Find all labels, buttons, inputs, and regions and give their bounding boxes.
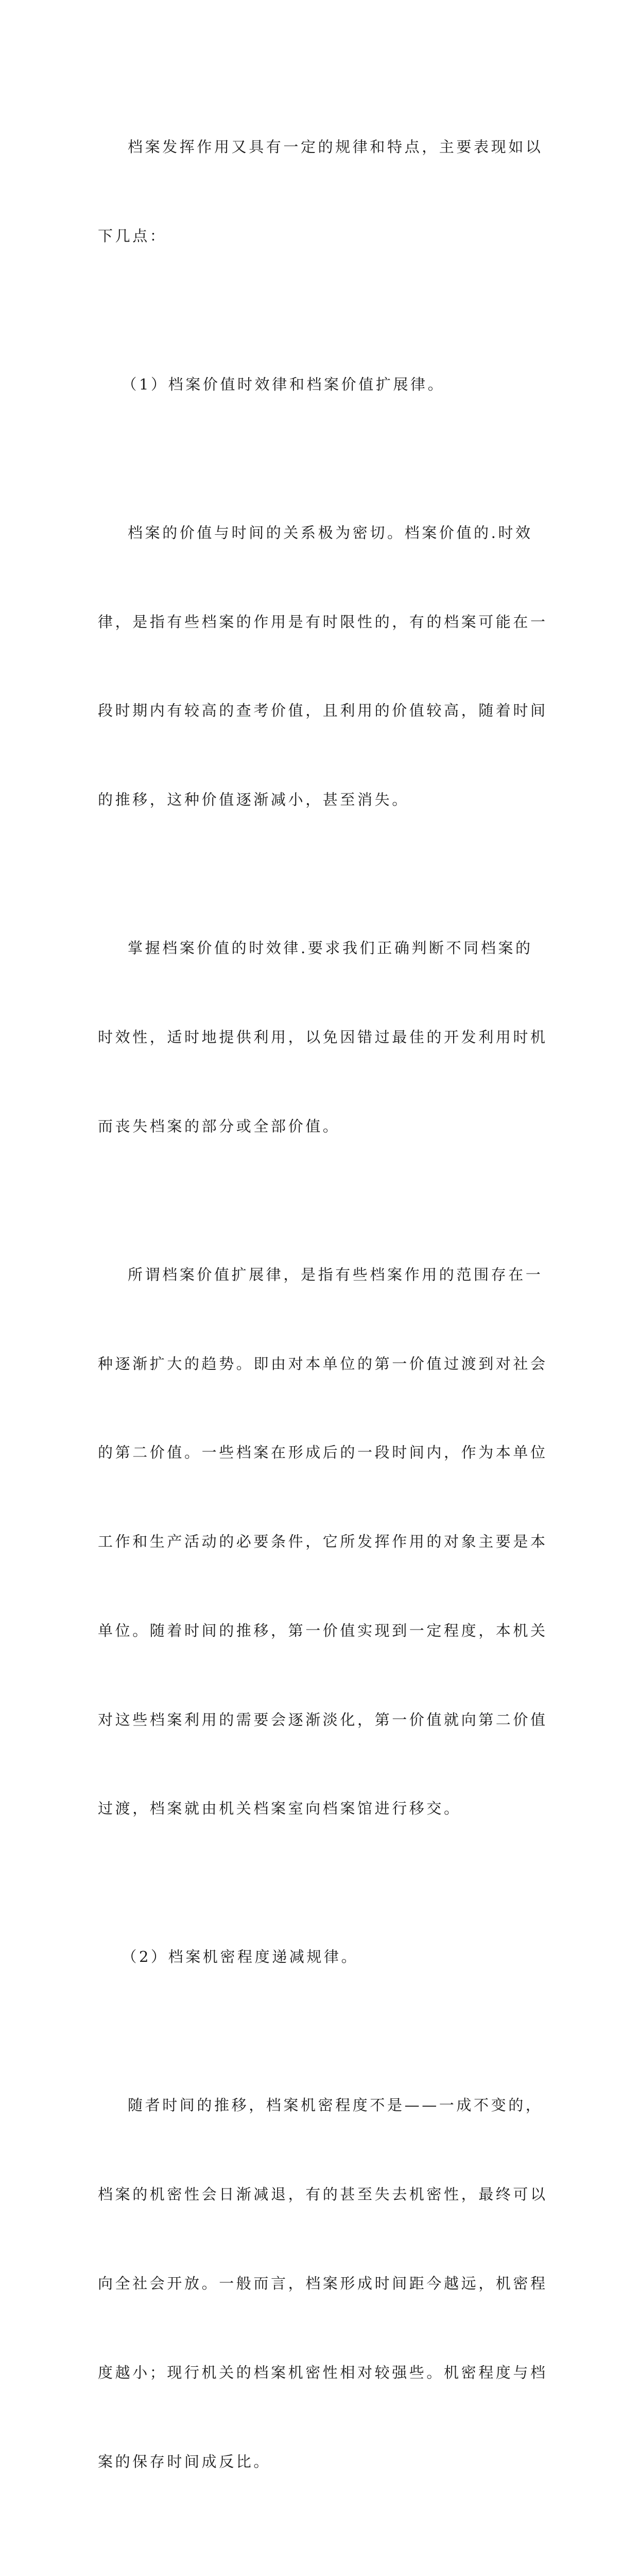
paragraph-timeliness [98, 459, 548, 874]
text-line: 段时期内有较高的查考价值，且利用的价值较高，随着时间 [98, 702, 548, 720]
section-heading-1 [98, 311, 541, 459]
text-line: 所谓档案价值扩展律，是指有些档案作用的范围存在一 [128, 1265, 543, 1283]
text-line: 向全社会开放。一般而言，档案形成时间距今越远，机密程 [98, 2274, 548, 2292]
text-line: 随者时间的推移，档案机密程度不是——一成不变的， [128, 2096, 543, 2114]
text-line: 下几点： [98, 227, 167, 245]
text-line: 对这些档案利用的需要会逐渐淡化，第一价值就向第二价值 [98, 1710, 548, 1728]
text-line: 度越小；现行机关的档案机密性相对较强些。机密程度与档 [98, 2363, 548, 2381]
text-line: 律，是指有些档案的作用是有时限性的，有的档案可能在一 [98, 613, 548, 631]
paragraph-mastery-timeliness [98, 874, 548, 1201]
section-heading-2 [98, 1883, 541, 2031]
text-line: 时效性，适时地提供利用，以免因错过最佳的开发利用时机 [98, 1028, 548, 1046]
text-line: 过渡，档案就由机关档案室向档案馆进行移交。 [98, 1800, 461, 1818]
heading-line: （1）档案价值时效律和档案价值扩展律。 [122, 375, 445, 393]
text-line: 种逐渐扩大的趋势。即由对本单位的第一价值过渡到对社会 [98, 1354, 548, 1372]
paragraph-intro [98, 73, 541, 311]
heading-line: （2）档案机密程度递减规律。 [122, 1948, 359, 1966]
text-line: 单位。随着时间的推移，第一价值实现到一定程度，本机关 [98, 1621, 548, 1639]
text-line: 工作和生产活动的必要条件，它所发挥作用的对象主要是本 [98, 1533, 548, 1551]
document-body [98, 73, 548, 2576]
paragraph-confidentiality [98, 2031, 548, 2536]
text-line: 而丧失档案的部分或全部价值。 [98, 1117, 340, 1135]
text-line: 案的保存时间成反比。 [98, 2452, 271, 2470]
text-line: 的第二价值。一些档案在形成后的一段时间内，作为本单位 [98, 1444, 548, 1462]
text-line: 的推移，这种价值逐渐减小，甚至消失。 [98, 791, 409, 809]
paragraph-mastery-confidentiality [98, 2536, 541, 2576]
text-line: 档案的价值与时间的关系极为密切。档案价值的.时效 [128, 523, 533, 541]
text-line: 档案发挥作用又具有一定的规律和特点，主要表现如以 [128, 138, 543, 156]
text-line: 档案的机密性会日渐减退，有的甚至失去机密性，最终可以 [98, 2185, 548, 2204]
text-line: 掌握档案价值的时效律.要求我们正确判断不同档案的 [128, 939, 533, 957]
paragraph-expansion [98, 1201, 548, 1884]
